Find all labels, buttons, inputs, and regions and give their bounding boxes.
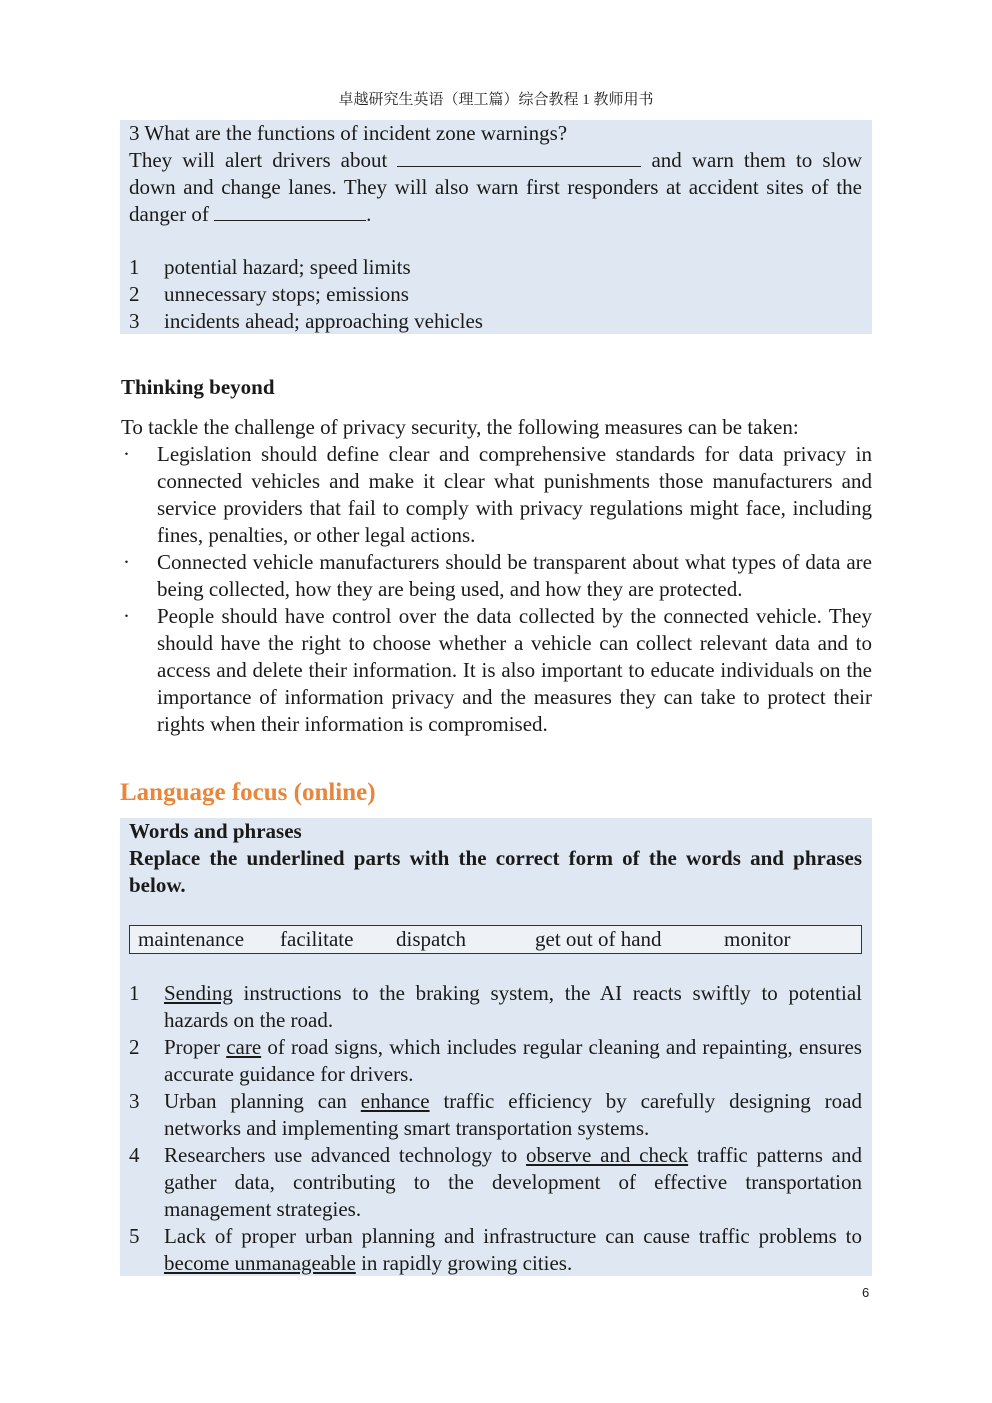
list-item: [129, 1142, 862, 1223]
item-text: [164, 1034, 862, 1088]
item-number: 3: [129, 1089, 140, 1113]
item-text-pre: Urban planning can: [164, 1089, 361, 1113]
page-number: 6: [862, 1285, 870, 1300]
item-text-post: in rapidly growing cities.: [355, 1251, 573, 1275]
thinking-intro: To tackle the challenge of privacy security, the following measures can be taken:: [121, 415, 799, 439]
option-number: 3: [129, 309, 140, 333]
item-underlined-phrase: Sending: [164, 981, 233, 1005]
list-item: [129, 308, 862, 335]
question-3-text: [129, 147, 862, 228]
item-number: 5: [129, 1224, 140, 1248]
option-text: unnecessary stops; emissions: [164, 282, 409, 306]
item-text: [164, 1142, 862, 1223]
list-item: [129, 1223, 862, 1277]
item-text: [164, 980, 862, 1034]
exercise-box-words-phrases: [120, 818, 872, 1276]
word-bank: [129, 925, 862, 954]
section-heading-thinking-beyond: Thinking beyond: [121, 375, 275, 399]
word-bank-item: maintenance: [138, 927, 245, 951]
item-text-post: traffic patterns and gather data, contributing to the development of effective transportation management strategies.: [164, 1143, 862, 1221]
item-text-pre: Lack of proper urban planning and infrastructure can cause traffic problems to: [164, 1224, 862, 1248]
answer-blank-1: [397, 148, 641, 167]
item-text-post: of road signs, which includes regular cleaning and repainting, ensures accurate guidance for drivers.: [164, 1035, 862, 1086]
answer-options-list: [129, 254, 862, 335]
word-bank-item: facilitate: [280, 927, 354, 951]
option-number: 2: [129, 282, 140, 306]
list-item: [129, 1088, 862, 1142]
word-bank-item: monitor: [724, 927, 791, 951]
list-item: [129, 281, 862, 308]
list-item: [121, 441, 872, 549]
question-3-part-c: .: [366, 202, 372, 226]
answer-blank-2: [214, 202, 366, 221]
item-text-pre: Researchers use advanced technology to: [164, 1143, 527, 1167]
item-text-post: traffic efficiency by carefully designing road networks and implementing smart transportation systems.: [164, 1089, 862, 1140]
sub-heading-words-phrases: Words and phrases: [129, 819, 302, 843]
item-text: [164, 1223, 862, 1277]
question-3-title: 3 What are the functions of incident zone warnings?: [129, 121, 568, 145]
bullet-icon: ·: [123, 442, 130, 466]
question-3-part-a: They will alert drivers about: [129, 148, 398, 172]
section-heading-language-focus: Language focus (online): [120, 779, 376, 806]
item-text-post: instructions to the braking system, the AI reacts swiftly to potential hazards on the road.: [164, 981, 862, 1032]
thinking-bullet-list: [121, 441, 872, 738]
bullet-text: Legislation should define clear and comprehensive standards for data privacy in connected vehicles and make it clear what punishments those manufacturers and service providers that fail to comply with privacy regulations might face, including fines, penalties, or other legal actions.: [157, 442, 872, 547]
item-underlined-phrase: observe and check: [526, 1143, 689, 1167]
list-item: [121, 603, 872, 738]
bullet-text: People should have control over the data collected by the connected vehicle. They should have the right to choose whether a vehicle can collect relevant data and to access and delete their information. It is also important to educate individuals on the importance of information privacy and the measures they can take to protect their rights when their information is compromised.: [157, 604, 872, 736]
list-item: [129, 254, 862, 281]
item-text-pre: Proper: [164, 1035, 227, 1059]
word-bank-item: dispatch: [396, 927, 466, 951]
option-number: 1: [129, 255, 140, 279]
item-underlined-phrase: care: [226, 1035, 262, 1059]
exercise-instruction: Replace the underlined parts with the correct form of the words and phrases below.: [129, 846, 862, 897]
bullet-icon: ·: [123, 550, 130, 574]
list-item: [129, 980, 862, 1034]
item-number: 4: [129, 1143, 140, 1167]
exercise-items-list: [129, 980, 862, 1277]
page-header: 卓越研究生英语（理工篇）综合教程 1 教师用书: [338, 92, 654, 108]
item-number: 1: [129, 981, 140, 1005]
word-bank-item: get out of hand: [535, 927, 662, 951]
option-text: potential hazard; speed limits: [164, 255, 411, 279]
item-underlined-phrase: enhance: [360, 1089, 430, 1113]
option-text: incidents ahead; approaching vehicles: [164, 309, 483, 333]
bullet-text: Connected vehicle manufacturers should be transparent about what types of data are being collected, how they are being used, and how they are protected.: [157, 550, 872, 601]
question-3-part-b: and warn them to slow down and change lanes. They will also warn first responders at accident sites of the danger of: [129, 148, 863, 226]
bullet-icon: ·: [123, 604, 130, 628]
item-underlined-phrase: become unmanageable: [164, 1251, 356, 1275]
list-item: [121, 549, 872, 603]
list-item: [129, 1034, 862, 1088]
exercise-box-comprehension: [120, 120, 872, 334]
item-text: [164, 1088, 862, 1142]
item-number: 2: [129, 1035, 140, 1059]
